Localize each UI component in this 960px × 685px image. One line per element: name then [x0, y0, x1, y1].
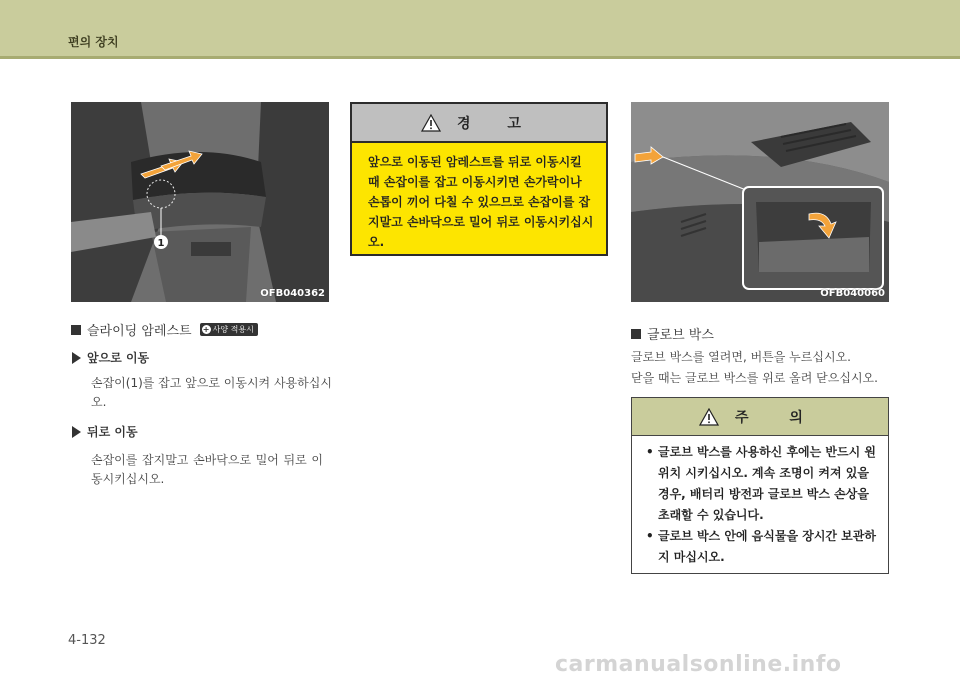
glovebox-line-2: 닫을 때는 글로브 박스를 위로 올려 닫으십시오. — [631, 371, 878, 385]
warning-heading: 경 고 — [457, 115, 537, 132]
caution-item: • 글로브 박스를 사용하신 후에는 반드시 원위치 시키십시오. 계속 조명이 켜져 있을 경우, 배터리 방전과 글로브 박스 손상을 초래할 수 있습니다. — [646, 442, 878, 526]
warning-triangle-icon — [421, 114, 441, 132]
armrest-photo-code: OFB040362 — [260, 288, 325, 299]
warning-heading-bar — [352, 104, 606, 143]
option-badge-text: 사양 적용시 — [212, 325, 254, 334]
header-divider — [0, 56, 960, 59]
glovebox-photo — [631, 102, 889, 302]
caution-heading: 주 의 — [735, 409, 821, 426]
warning-box — [350, 102, 608, 256]
callout-number: 1 — [157, 238, 165, 249]
caution-item: • 글로브 박스 안에 음식물을 장시간 보관하지 마십시오. — [646, 526, 878, 568]
square-bullet-icon — [631, 329, 641, 339]
square-bullet-icon — [71, 325, 81, 335]
glovebox-title-text: 글로브 박스 — [647, 328, 714, 343]
caution-box — [631, 397, 889, 574]
caution-triangle-icon — [699, 408, 719, 426]
page-number: 4-132 — [68, 633, 106, 648]
glovebox-section-title — [631, 324, 714, 343]
glovebox-photo-code: OFB040060 — [820, 288, 885, 299]
option-badge — [200, 323, 258, 336]
watermark: carmanualsonline.info — [555, 652, 842, 677]
armrest-title-text: 슬라이딩 암레스트 — [87, 324, 192, 339]
warning-text: 앞으로 이동된 암레스트를 뒤로 이동시킬 때 손잡이를 잡고 이동시키면 손가락이나 손톱이 끼어 다칠 수 있으므로 손잡이를 잡지말고 손바닥으로 밀어 뒤로 이동시키십시오. — [368, 155, 594, 249]
forward-move-text: 손잡이(1)를 잡고 앞으로 이동시켜 사용하십시오. — [91, 376, 332, 409]
caution-heading-bar — [632, 398, 888, 436]
glovebox-line-1: 글로브 박스를 열려면, 버튼을 누르십시오. — [631, 350, 851, 364]
plus-icon: + — [202, 325, 210, 334]
section-header-title: 편의 장치 — [68, 35, 119, 49]
forward-move-title: 앞으로 이동 — [72, 349, 149, 366]
armrest-photo — [71, 102, 329, 302]
header-band — [0, 0, 960, 56]
armrest-illustration — [71, 102, 329, 302]
backward-move-title: 뒤로 이동 — [72, 423, 138, 440]
armrest-section-title — [71, 320, 258, 339]
caution-list — [632, 436, 888, 568]
backward-move-text: 손잡이를 잡지말고 손바닥으로 밀어 뒤로 이동시키십시오. — [91, 453, 323, 486]
glovebox-illustration — [631, 102, 889, 302]
triangle-bullet-icon — [72, 426, 81, 438]
triangle-bullet-icon — [72, 352, 81, 364]
